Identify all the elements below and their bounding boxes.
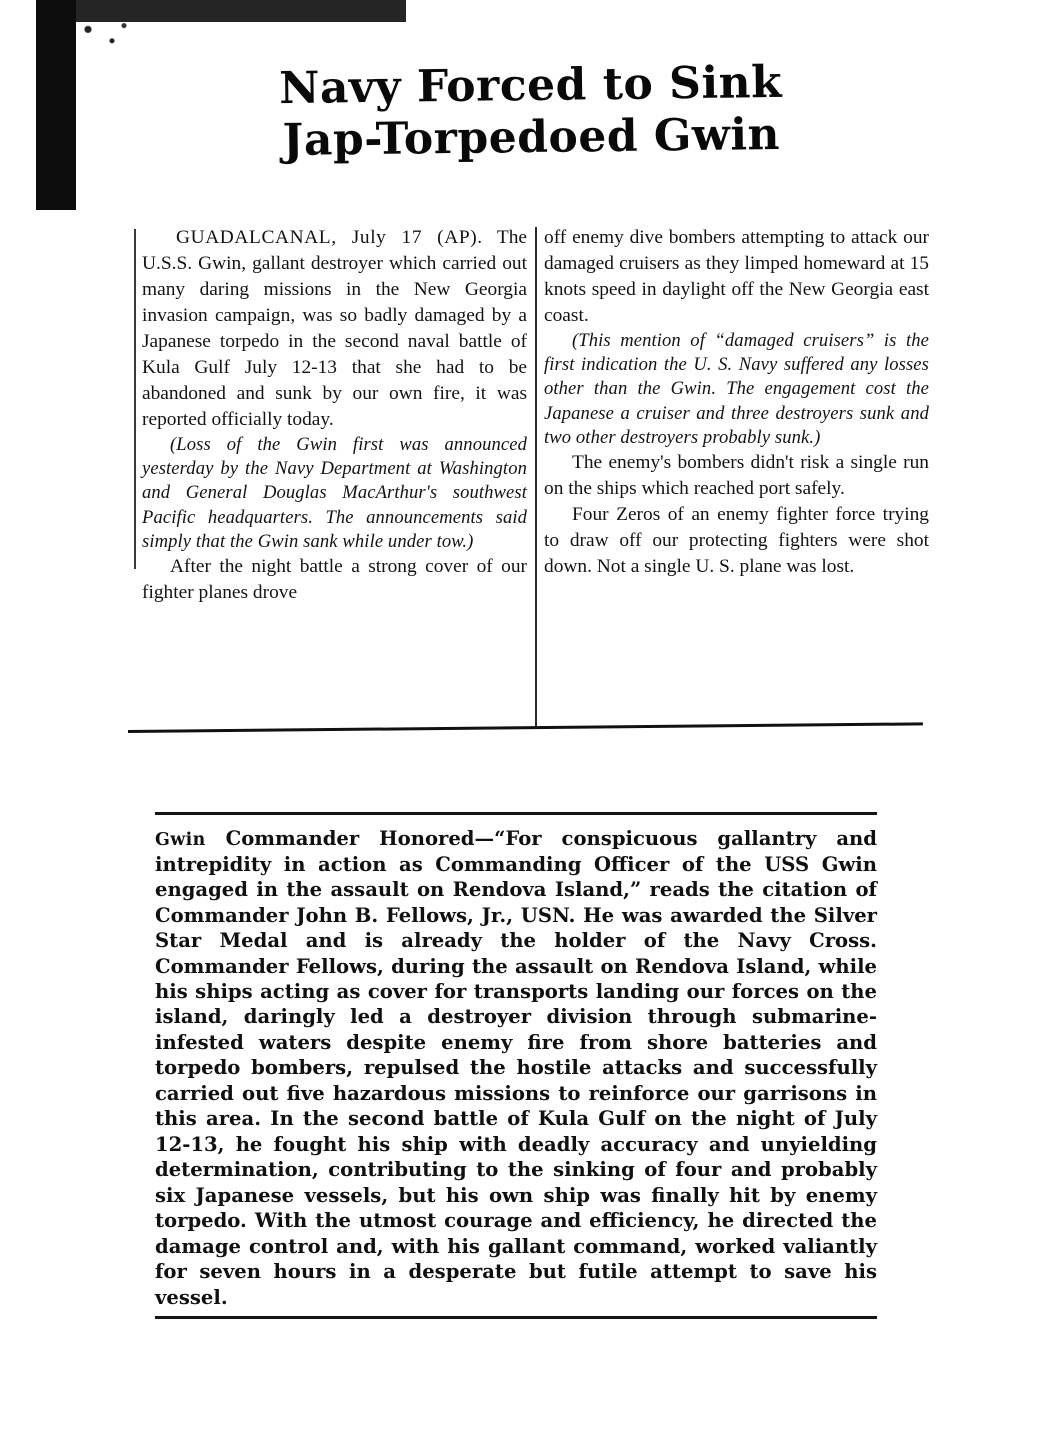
citation-bottom-rule <box>155 1316 877 1319</box>
citation-lead-in-rest: Commander Honored— <box>205 827 495 850</box>
dateline: GUADALCANAL, July 17 (AP). <box>176 227 483 248</box>
paragraph-right-3: The enemy's bombers didn't risk a single run on the ships which reached port safely. <box>544 451 929 499</box>
paragraph-right-2-italic: (This mention of “damaged cruisers” is the first indication the U. S. Navy suffered any losses other than the Gwin. The engagement cost the Japanese a cruiser and three destroyers sunk and two other destroyers probably sunk.) <box>544 330 929 448</box>
paragraph-left-1-text: The U.S.S. Gwin, gallant destroyer which carried out many daring missions in the New Georgia invasion campaign, was so badly damaged by a Japanese torpedo in the second naval battle of Kula Gulf July 12-13 that she had to be abandoned and sunk by our own fire, it was reported officially today. <box>142 227 527 430</box>
citation-ship-name-1: Gwin <box>155 830 206 850</box>
scan-artifact-left-block <box>36 0 76 210</box>
column-left <box>142 225 527 606</box>
paragraph-left-1 <box>142 225 527 433</box>
paragraph-left-2-italic: (Loss of the Gwin first was announced yesterday by the Navy Department at Washington and General Douglas MacArthur's southwest Pacific headquarters. The announcements said simply that the Gwin sank while under tow.) <box>142 434 527 552</box>
clipping-left-edge-rule <box>134 229 136 569</box>
headline-line-2: Jap-Torpedoed Gwin <box>282 109 781 167</box>
page-title <box>145 53 916 171</box>
paragraph-right-1: off enemy dive bombers attempting to attack our damaged cruisers as they limped homeward at 15 knots speed in daylight off the New Georgia east coast. <box>544 227 929 326</box>
column-divider-rule <box>535 227 537 727</box>
citation-lead-in <box>155 827 494 850</box>
headline-line-1: Navy Forced to Sink <box>278 56 783 115</box>
two-column-body <box>142 225 929 730</box>
citation-text-block <box>155 826 877 1310</box>
paragraph-left-3: After the night battle a strong cover of our fighter planes drove <box>142 555 527 603</box>
scan-artifact-speckles <box>76 18 136 56</box>
paragraph-right-4: Four Zeros of an enemy fighter force trying to draw off our protecting fighters were shot down. Not a single U. S. plane was lost. <box>544 503 929 577</box>
citation-body: “For conspicuous gallantry and intrepidity in action as Commanding Officer of the USS Gwin engaged in the assault on Rendova Island,” reads the citation of Commander John B. Fellows, Jr., USN. He was awarded the Silver Star Medal and is already the holder of the Navy Cross. Commander Fellows, during the assault on Rendova Island, while his ships acting as cover for transports landing our forces on the island, daringly led a destroyer division through submarine-infested waters despite enemy fire from shore batteries and torpedo bombers, repulsed the hostile attacks and successfully carried out five hazardous missions to reinforce our garrisons in this area. In the second battle of Kula Gulf on the night of July 12-13, he fought his ship with deadly accuracy and unyielding determination, contributing to the sinking of four and probably six Japanese vessels, but his own ship was finally hit by enemy torpedo. With the utmost courage and efficiency, he directed the damage control and, with his gallant command, worked valiantly for seven hours in a desperate but futile attempt to save his vessel. <box>155 827 877 1309</box>
column-right <box>544 225 929 580</box>
clipping-top-article <box>128 40 928 755</box>
citation-top-rule <box>155 812 877 815</box>
